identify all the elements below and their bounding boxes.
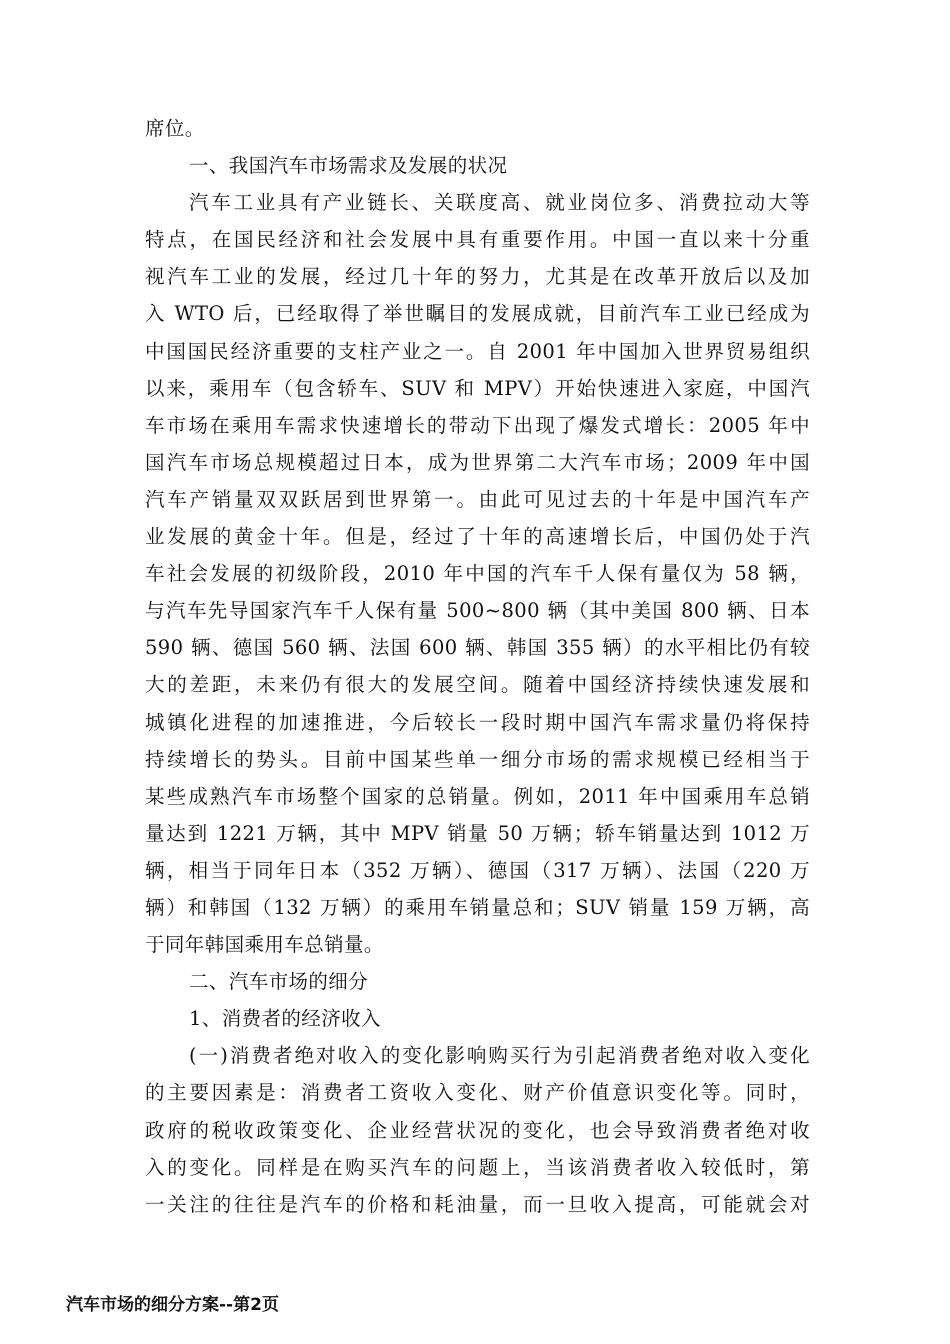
paragraph-line: 于同年韩国乘用车总销量。 (145, 933, 384, 957)
paragraph-line: 入 WTO 后，已经取得了举世瞩目的发展成就，目前汽车工业已经成为 (145, 302, 810, 326)
section-heading: 一、我国汽车市场需求及发展的状况 (189, 154, 508, 178)
paragraph-line: 以来，乘用车（包含轿车、SUV 和 MPV）开始快速进入家庭，中国汽 (145, 376, 810, 400)
section-heading: 二、汽车市场的细分 (189, 970, 369, 994)
section-heading: 1、消费者的经济收入 (189, 1007, 381, 1031)
paragraph-line: 政府的税收政策变化、企业经营状况的变化，也会导致消费者绝对收 (145, 1118, 810, 1142)
paragraph-line: 与汽车先导国家汽车千人保有量 500~800 辆（其中美国 800 辆、日本 (145, 599, 810, 623)
paragraph-line: 一关注的往往是汽车的价格和耗油量，而一旦收入提高，可能就会对 (145, 1192, 810, 1216)
paragraph-line: 业发展的黄金十年。但是，经过了十年的高速增长后，中国仍处于汽 (145, 525, 810, 549)
paragraph-line: 590 辆、德国 560 辆、法国 600 辆、韩国 355 辆）的水平相比仍有较 (145, 636, 810, 660)
paragraph-line: 视汽车工业的发展，经过几十年的努力，尤其是在改革开放后以及加 (145, 265, 810, 289)
document-body (145, 110, 810, 1223)
paragraph-line: 某些成熟汽车市场整个国家的总销量。例如，2011 年中国乘用车总销 (145, 784, 810, 808)
paragraph-line: 大的差距，未来仍有很大的发展空间。随着中国经济持续快速发展和 (145, 673, 810, 697)
paragraph-line: 入的变化。同样是在购买汽车的问题上，当该消费者收入较低时，第 (145, 1155, 810, 1179)
paragraph-line: 席位。 (145, 117, 205, 140)
paragraph-line: 辆，相当于同年日本（352 万辆）、德国（317 万辆）、法国（220 万 (145, 858, 810, 882)
paragraph-line: 国汽车市场总规模超过日本，成为世界第二大汽车市场；2009 年中国 (145, 450, 810, 474)
paragraph-line: 特点，在国民经济和社会发展中具有重要作用。中国一直以来十分重 (145, 228, 810, 252)
paragraph-line: (一)消费者绝对收入的变化影响购买行为引起消费者绝对收入变化 (189, 1044, 810, 1068)
paragraph-line: 城镇化进程的加速推进，今后较长一段时期中国汽车需求量仍将保持 (145, 710, 810, 734)
paragraph-line: 汽车工业具有产业链长、关联度高、就业岗位多、消费拉动大等 (189, 191, 810, 215)
paragraph-line: 车市场在乘用车需求快速增长的带动下出现了爆发式增长：2005 年中 (145, 413, 810, 437)
paragraph-line: 的主要因素是：消费者工资收入变化、财产价值意识变化等。同时， (145, 1081, 810, 1105)
page-footer: 汽车市场的细分方案--第2页 (66, 1295, 279, 1315)
paragraph-line: 持续增长的势头。目前中国某些单一细分市场的需求规模已经相当于 (145, 747, 810, 771)
paragraph-line: 中国国民经济重要的支柱产业之一。自 2001 年中国加入世界贸易组织 (145, 339, 810, 363)
paragraph-line: 车社会发展的初级阶段，2010 年中国的汽车千人保有量仅为 58 辆， (145, 562, 810, 586)
paragraph-line: 量达到 1221 万辆，其中 MPV 销量 50 万辆；轿车销量达到 1012 万 (145, 821, 810, 845)
paragraph-line: 汽车产销量双双跃居到世界第一。由此可见过去的十年是中国汽车产 (145, 487, 810, 511)
paragraph-line: 辆）和韩国（132 万辆）的乘用车销量总和；SUV 销量 159 万辆，高 (145, 895, 810, 919)
